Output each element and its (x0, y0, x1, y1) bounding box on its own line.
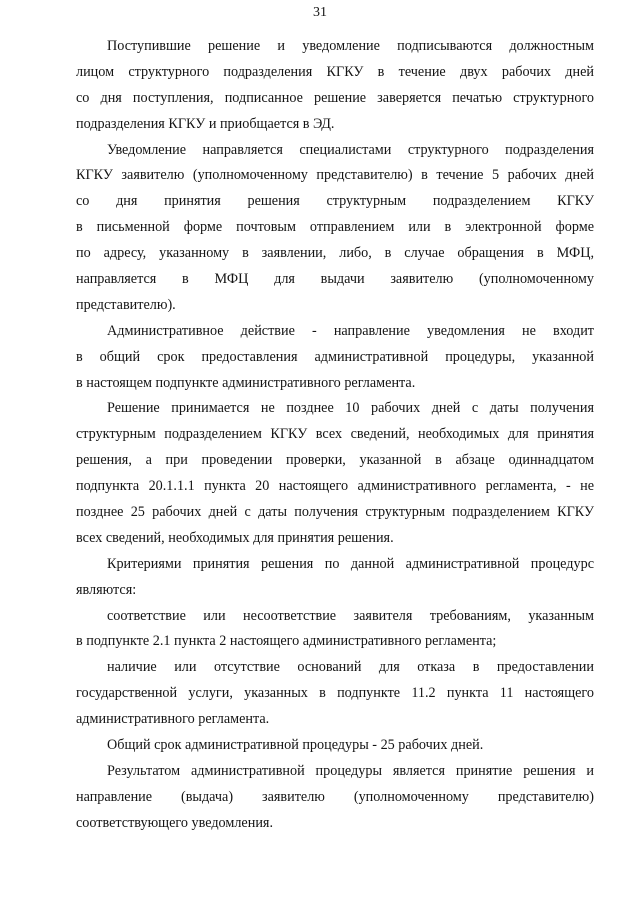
paragraph (76, 759, 594, 837)
paragraph-line: направление (выдача) заявителю (уполномоченному представителю) (76, 788, 594, 805)
paragraph-line: позднее 25 рабочих дней с даты получения структурным подразделением КГКУ (76, 504, 594, 521)
paragraph-line: соответствие или несоответствие заявителя требованиям, указанным (107, 607, 594, 624)
paragraph-line: Поступившие решение и уведомление подписываются должностным (107, 38, 594, 54)
paragraph-line: Общий срок административной процедуры - 25 рабочих дней. (107, 737, 484, 754)
paragraph-line: соответствующего уведомления. (76, 814, 273, 831)
paragraph (76, 138, 594, 319)
paragraph-line: Уведомление направляется специалистами структурного подразделения (107, 141, 594, 158)
paragraph (76, 396, 594, 551)
paragraph-line: государственной услуги, указанных в подпункте 11.2 пункта 11 настоящего (76, 685, 594, 702)
paragraph-line: в письменной форме почтовым отправлением или в электронной форме (76, 219, 594, 236)
paragraph-line: в настоящем подпункте административного регламента. (76, 374, 416, 391)
paragraph-line: со дня принятия решения структурным подразделением КГКУ (76, 193, 594, 210)
paragraph-line: решения, а при проведении проверки, указанной в абзаце одиннадцатом (76, 452, 594, 469)
paragraph-line: являются: (76, 581, 137, 598)
paragraph (76, 604, 594, 656)
paragraph-line: Административное действие - направление уведомления не входит (107, 322, 594, 339)
paragraph (76, 319, 594, 397)
paragraph-line: со дня поступления, подписанное решение заверяется печатью структурного (76, 89, 594, 106)
document-body (76, 34, 594, 837)
paragraph-line: всех сведений, необходимых для принятия решения. (76, 529, 394, 546)
paragraph-line: наличие или отсутствие оснований для отказа в предоставлении (107, 659, 594, 676)
paragraph-line: подразделения КГКУ и приобщается в ЭД. (76, 115, 335, 132)
paragraph-line: направляется в МФЦ для выдачи заявителю (уполномоченному (76, 271, 594, 288)
paragraph-line: структурным подразделением КГКУ всех сведений, необходимых для принятия (76, 426, 594, 443)
paragraph-line: в общий срок предоставления административной процедуры, указанной (76, 348, 594, 365)
paragraph-line: по адресу, указанному в заявлении, либо, в случае обращения в МФЦ, (76, 245, 594, 262)
paragraph-line: Результатом административной процедуры является принятие решения и (107, 762, 594, 779)
paragraph-line: Критериями принятия решения по данной административной процедурс (107, 555, 594, 572)
paragraph-line: лицом структурного подразделения КГКУ в течение двух рабочих дней (76, 63, 594, 80)
paragraph (76, 34, 594, 138)
paragraph (76, 733, 594, 759)
paragraph (76, 552, 594, 604)
paragraph-line: КГКУ заявителю (уполномоченному представителю) в течение 5 рабочих дней (76, 167, 594, 184)
paragraph-line: подпункта 20.1.1.1 пункта 20 настоящего административного регламента, - не (76, 478, 594, 495)
paragraph-line: Решение принимается не позднее 10 рабочих дней с даты получения (107, 400, 594, 417)
paragraph-line: административного регламента. (76, 711, 270, 728)
paragraph-line: в подпункте 2.1 пункта 2 настоящего административного регламента; (76, 633, 497, 650)
paragraph (76, 655, 594, 733)
paragraph-line: представителю). (76, 296, 176, 313)
page-number: 31 (313, 5, 327, 20)
